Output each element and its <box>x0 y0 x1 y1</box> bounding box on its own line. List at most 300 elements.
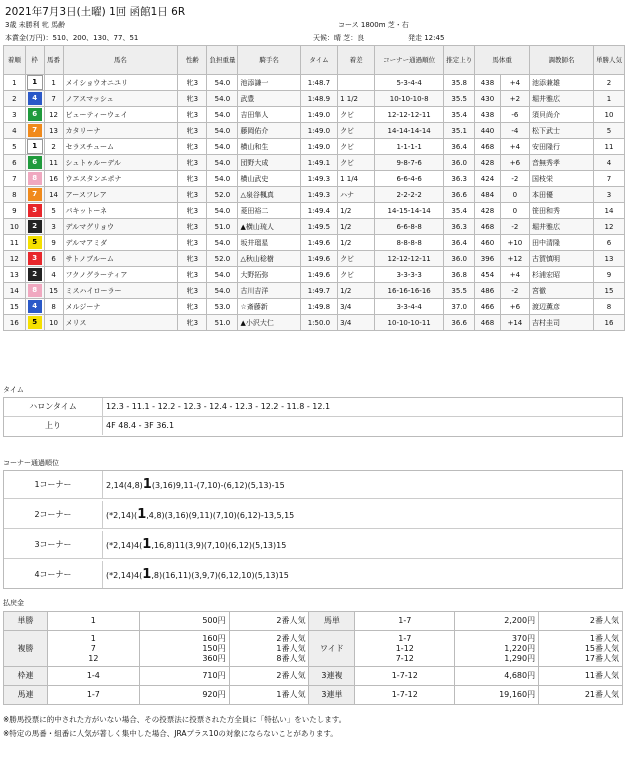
amount-list <box>455 631 539 667</box>
combo: 1-12 <box>395 643 414 653</box>
weight: 54.0 <box>207 91 238 107</box>
combo: 1 <box>90 633 96 643</box>
race-time: 1:49.0 <box>300 107 337 123</box>
frame-badge <box>25 107 44 123</box>
furlong-times: 12.3 - 11.1 - 12.2 - 12.3 - 12.4 - 12.3 - 12.2 - 11.8 - 12.1 <box>106 402 331 411</box>
popularity: 1番人気 <box>276 643 306 653</box>
margin: 1/2 <box>338 219 375 235</box>
last-3f: 36.4 <box>444 235 475 251</box>
popularity: 15 <box>593 283 624 299</box>
payout-section-title: 払戻金 <box>3 599 24 607</box>
popularity: 10 <box>593 107 624 123</box>
result-row <box>4 315 625 331</box>
popularity: 5 <box>593 123 624 139</box>
leader-number: 1 <box>142 537 152 552</box>
bet-type: 単勝 <box>4 612 48 631</box>
amount: 360円 <box>202 653 226 663</box>
margin: 3/4 <box>338 315 375 331</box>
jockey-name: ▲小沢大仁 <box>238 315 300 331</box>
corner-label: 3コーナー <box>4 531 103 558</box>
result-row <box>4 187 625 203</box>
race-time: 1:49.8 <box>300 299 337 315</box>
lap-section-title: タイム <box>3 386 24 394</box>
frame-number: 8 <box>28 284 42 297</box>
body-weight: 428 <box>475 203 501 219</box>
jockey-name: 藤岡佑介 <box>238 123 300 139</box>
last-3f: 35.5 <box>444 91 475 107</box>
popularity: 2番人気 <box>539 612 623 631</box>
horse-name: サトノブルーム <box>63 251 178 267</box>
jockey-name: 吉田隼人 <box>238 107 300 123</box>
last-3f: 37.0 <box>444 299 475 315</box>
finish-position: 9 <box>4 203 26 219</box>
amount: 1,290円 <box>504 653 536 663</box>
finish-position: 13 <box>4 267 26 283</box>
last-3f: 35.4 <box>444 107 475 123</box>
frame-badge <box>25 203 44 219</box>
frame-badge <box>25 187 44 203</box>
last-3f: 36.0 <box>444 251 475 267</box>
horse-name: デルマグリョウ <box>63 219 178 235</box>
frame-number: 1 <box>27 139 43 154</box>
horse-name: カタリーナ <box>63 123 178 139</box>
weight: 54.0 <box>207 139 238 155</box>
trainer-name: 笹田和秀 <box>530 203 594 219</box>
frame-number: 4 <box>28 92 42 105</box>
result-row <box>4 283 625 299</box>
body-weight: 396 <box>475 251 501 267</box>
weight-change: +4 <box>500 267 529 283</box>
body-weight: 454 <box>475 267 501 283</box>
corner-order: 12-12-12-11 <box>375 107 444 123</box>
frame-number: 8 <box>28 172 42 185</box>
weight: 54.0 <box>207 155 238 171</box>
corner-order <box>106 531 286 559</box>
corner-order: 2-2-2-2 <box>375 187 444 203</box>
race-title: 2021年7月3日(土曜) 1回 函館1日 6R <box>5 6 186 18</box>
race-time: 1:49.3 <box>300 187 337 203</box>
horse-name: ミスハイローラー <box>63 283 178 299</box>
col-header: 着差 <box>338 46 375 75</box>
sex-age: 牝3 <box>178 219 207 235</box>
jockey-name: 横山武史 <box>238 171 300 187</box>
results-header-row <box>4 46 625 75</box>
sex-age: 牝3 <box>178 315 207 331</box>
result-row <box>4 171 625 187</box>
popularity: 15番人気 <box>584 643 619 653</box>
corner-order: 14-15-14-14 <box>375 203 444 219</box>
last-times: 4F 48.4 - 3F 36.1 <box>106 421 175 430</box>
frame-number: 6 <box>28 156 42 169</box>
popularity-list <box>539 631 623 667</box>
trainer-name: 安田隆行 <box>530 139 594 155</box>
popularity: 6 <box>593 235 624 251</box>
race-time: 1:48.7 <box>300 75 337 91</box>
combo: 1-7-12 <box>355 686 455 705</box>
weight: 51.0 <box>207 315 238 331</box>
weight-change: +6 <box>500 299 529 315</box>
trainer-name: 音無秀孝 <box>530 155 594 171</box>
jockey-name: ☆斎藤新 <box>238 299 300 315</box>
sex-age: 牝3 <box>178 299 207 315</box>
last-3f: 35.8 <box>444 75 475 91</box>
trainer-name: 宮徹 <box>530 283 594 299</box>
frame-badge <box>25 75 44 91</box>
amount: 370円 <box>511 633 536 643</box>
combo: 1 <box>47 612 139 631</box>
leader-number: 1 <box>137 507 147 522</box>
result-row <box>4 251 625 267</box>
result-row <box>4 139 625 155</box>
margin: 1/2 <box>338 283 375 299</box>
col-header: 調教師名 <box>530 46 594 75</box>
frame-number: 2 <box>28 220 42 233</box>
weight-change: -4 <box>500 123 529 139</box>
jockey-name: 菱田裕二 <box>238 203 300 219</box>
jockey-name: 大野拓弥 <box>238 267 300 283</box>
jockey-name: 古川吉洋 <box>238 283 300 299</box>
frame-badge <box>25 91 44 107</box>
body-weight: 460 <box>475 235 501 251</box>
weight-change: +2 <box>500 91 529 107</box>
weight: 54.0 <box>207 107 238 123</box>
body-weight: 468 <box>475 139 501 155</box>
margin: 1/2 <box>338 235 375 251</box>
combo: 7-12 <box>395 653 414 663</box>
payout-row <box>4 612 623 631</box>
bet-type: 馬連 <box>4 686 48 705</box>
prize-money: 本賞金(万円)：510、200、130、77、51 <box>5 34 139 42</box>
race-time: 1:49.0 <box>300 139 337 155</box>
popularity: 11番人気 <box>539 667 623 686</box>
weather-track: 天候：晴 芝：良 <box>313 34 365 42</box>
horse-number: 12 <box>44 107 63 123</box>
race-time: 1:49.3 <box>300 171 337 187</box>
weight-change: +6 <box>500 155 529 171</box>
jockey-name: 団野大成 <box>238 155 300 171</box>
col-header: 負担重量 <box>207 46 238 75</box>
frame-number: 7 <box>28 188 42 201</box>
sex-age: 牝3 <box>178 123 207 139</box>
margin: 1 1/2 <box>338 91 375 107</box>
weight: 54.0 <box>207 203 238 219</box>
horse-name: デルマアミダ <box>63 235 178 251</box>
jockey-name: 横山和生 <box>238 139 300 155</box>
corner-order-text: (*2,14)( <box>106 511 138 520</box>
corner-row <box>4 561 622 588</box>
finish-position: 12 <box>4 251 26 267</box>
result-row <box>4 123 625 139</box>
result-row <box>4 107 625 123</box>
race-time: 1:49.5 <box>300 219 337 235</box>
horse-number: 15 <box>44 283 63 299</box>
col-header: 馬番 <box>44 46 63 75</box>
corner-order <box>106 501 294 529</box>
col-header: 性齢 <box>178 46 207 75</box>
popularity: 17番人気 <box>584 653 619 663</box>
last-3f: 35.4 <box>444 203 475 219</box>
popularity: 16 <box>593 315 624 331</box>
margin: クビ <box>338 107 375 123</box>
lap-box <box>3 397 623 437</box>
race-time: 1:49.4 <box>300 203 337 219</box>
race-class: 3歳 未勝利 牝 馬齢 <box>5 21 66 29</box>
corner-order-text: ,4,8)(3,16)(9,11)(7,10)(6,12)-13,5,15 <box>146 511 295 520</box>
finish-position: 14 <box>4 283 26 299</box>
frame-number: 3 <box>28 204 42 217</box>
corner-label: 1コーナー <box>4 471 103 498</box>
race-time: 1:49.6 <box>300 235 337 251</box>
corner-order: 9-8-7-6 <box>375 155 444 171</box>
horse-number: 5 <box>44 203 63 219</box>
horse-name: シュトゥルーデル <box>63 155 178 171</box>
weight: 51.0 <box>207 219 238 235</box>
last-row <box>4 417 622 435</box>
corner-box <box>3 470 623 589</box>
sex-age: 牝3 <box>178 75 207 91</box>
trainer-name: 古賀慎明 <box>530 251 594 267</box>
amount: 500円 <box>139 612 229 631</box>
race-time: 1:49.1 <box>300 155 337 171</box>
finish-position: 4 <box>4 123 26 139</box>
weight-change: +4 <box>500 75 529 91</box>
horse-name: メルジーナ <box>63 299 178 315</box>
finish-position: 5 <box>4 139 26 155</box>
frame-badge <box>25 155 44 171</box>
popularity: 8番人気 <box>276 653 306 663</box>
frame-number: 1 <box>27 75 43 90</box>
weight: 52.0 <box>207 187 238 203</box>
bet-type: 複勝 <box>4 631 48 667</box>
weight-change: +10 <box>500 235 529 251</box>
popularity: 3 <box>593 187 624 203</box>
margin: クビ <box>338 123 375 139</box>
col-header: 着順 <box>4 46 26 75</box>
sex-age: 牝3 <box>178 171 207 187</box>
trainer-name: 堀井雅広 <box>530 91 594 107</box>
body-weight: 440 <box>475 123 501 139</box>
payout-table <box>3 611 623 705</box>
finish-position: 6 <box>4 155 26 171</box>
weight-change: -6 <box>500 107 529 123</box>
body-weight: 424 <box>475 171 501 187</box>
weight-change: 0 <box>500 187 529 203</box>
weight: 53.0 <box>207 299 238 315</box>
weight: 54.0 <box>207 123 238 139</box>
trainer-name: 国枝栄 <box>530 171 594 187</box>
popularity: 2 <box>593 75 624 91</box>
bet-type: 馬単 <box>309 612 355 631</box>
margin: ハナ <box>338 187 375 203</box>
trainer-name: 本田優 <box>530 187 594 203</box>
furlong-row <box>4 398 622 417</box>
margin: 1 1/4 <box>338 171 375 187</box>
amount: 2,200円 <box>455 612 539 631</box>
horse-number: 13 <box>44 123 63 139</box>
corner-label: 4コーナー <box>4 561 103 588</box>
horse-name: ノアスマッシュ <box>63 91 178 107</box>
corner-order <box>106 471 285 499</box>
last-label: 上り <box>4 417 103 435</box>
corner-order: 5-3-4-4 <box>375 75 444 91</box>
amount: 4,680円 <box>455 667 539 686</box>
amount: 19,160円 <box>455 686 539 705</box>
margin: 3/4 <box>338 299 375 315</box>
payout-row <box>4 631 623 667</box>
popularity: 8 <box>593 299 624 315</box>
body-weight: 438 <box>475 107 501 123</box>
frame-badge <box>25 139 44 155</box>
horse-number: 7 <box>44 91 63 107</box>
last-3f: 35.1 <box>444 123 475 139</box>
finish-position: 15 <box>4 299 26 315</box>
last-3f: 36.0 <box>444 155 475 171</box>
popularity-list <box>229 631 309 667</box>
trainer-name: 渡辺薫彦 <box>530 299 594 315</box>
horse-number: 1 <box>44 75 63 91</box>
jockey-name: 坂井瑠星 <box>238 235 300 251</box>
horse-number: 14 <box>44 187 63 203</box>
jockey-name: 武豊 <box>238 91 300 107</box>
corner-order: 1-1-1-1 <box>375 139 444 155</box>
corner-order <box>106 561 289 589</box>
result-row <box>4 219 625 235</box>
weight-change: +14 <box>500 315 529 331</box>
jockey-name: ▲横山琉人 <box>238 219 300 235</box>
frame-badge <box>25 299 44 315</box>
race-time: 1:49.7 <box>300 283 337 299</box>
col-header: 推定上り <box>444 46 475 75</box>
frame-number: 5 <box>28 236 42 249</box>
race-time: 1:49.6 <box>300 267 337 283</box>
frame-number: 6 <box>28 108 42 121</box>
horse-name: フクノグラーティア <box>63 267 178 283</box>
weight-change: +12 <box>500 251 529 267</box>
corner-order: 3-3-4-4 <box>375 299 444 315</box>
jockey-name: 池添謙一 <box>238 75 300 91</box>
frame-number: 4 <box>28 300 42 313</box>
body-weight: 484 <box>475 187 501 203</box>
popularity: 9 <box>593 267 624 283</box>
horse-name: メリス <box>63 315 178 331</box>
jockey-name: △泉谷楓真 <box>238 187 300 203</box>
results-table <box>3 45 625 331</box>
popularity: 1 <box>593 91 624 107</box>
sex-age: 牝3 <box>178 203 207 219</box>
corner-order: 8-8-8-8 <box>375 235 444 251</box>
col-header: 枠 <box>25 46 44 75</box>
horse-number: 9 <box>44 235 63 251</box>
margin: クビ <box>338 267 375 283</box>
note-jra-plus10: ※特定の馬番・組番に人気が著しく集中した場合、JRAプラス10の対象にならないことがあります。 <box>3 729 338 738</box>
bet-type: 枠連 <box>4 667 48 686</box>
combo-list <box>355 631 455 667</box>
race-time: 1:48.9 <box>300 91 337 107</box>
popularity: 1番人気 <box>229 686 309 705</box>
col-header: 騎手名 <box>238 46 300 75</box>
weight: 54.0 <box>207 267 238 283</box>
frame-badge <box>25 219 44 235</box>
trainer-name: 吉村圭司 <box>530 315 594 331</box>
corner-order: 10-10-10-8 <box>375 91 444 107</box>
corner-order: 3-3-3-3 <box>375 267 444 283</box>
result-row <box>4 203 625 219</box>
popularity: 12 <box>593 219 624 235</box>
frame-number: 5 <box>28 316 42 329</box>
frame-badge <box>25 283 44 299</box>
corner-order: 16-16-16-16 <box>375 283 444 299</box>
race-time: 1:50.0 <box>300 315 337 331</box>
combo: 12 <box>88 653 99 663</box>
finish-position: 16 <box>4 315 26 331</box>
col-header: コーナー通過順位 <box>375 46 444 75</box>
horse-name: パキットーネ <box>63 203 178 219</box>
sex-age: 牝3 <box>178 91 207 107</box>
corner-order: 14-14-14-14 <box>375 123 444 139</box>
frame-number: 2 <box>28 268 42 281</box>
bet-type: 3連単 <box>309 686 355 705</box>
jockey-name: △秋山稔樹 <box>238 251 300 267</box>
margin: クビ <box>338 155 375 171</box>
trainer-name: 杉浦宏昭 <box>530 267 594 283</box>
horse-name: メイショウオニユリ <box>63 75 178 91</box>
weight-change: -2 <box>500 283 529 299</box>
last-3f: 36.3 <box>444 219 475 235</box>
corner-order: 6-6-8-8 <box>375 219 444 235</box>
frame-badge <box>25 315 44 331</box>
trainer-name: 堀井雅広 <box>530 219 594 235</box>
sex-age: 牝3 <box>178 139 207 155</box>
margin: クビ <box>338 139 375 155</box>
result-row <box>4 235 625 251</box>
sex-age: 牝3 <box>178 107 207 123</box>
col-header: 馬体重 <box>475 46 530 75</box>
amount: 150円 <box>202 643 226 653</box>
last-3f: 36.6 <box>444 315 475 331</box>
combo: 1-4 <box>47 667 139 686</box>
sex-age: 牝3 <box>178 187 207 203</box>
corner-order-text: ,8)(16,11)(3,9,7)(6,12,10)(5,13)15 <box>151 571 289 580</box>
corner-order: 12-12-12-11 <box>375 251 444 267</box>
col-header: 馬名 <box>63 46 178 75</box>
result-row <box>4 91 625 107</box>
sex-age: 牝3 <box>178 267 207 283</box>
weight: 54.0 <box>207 75 238 91</box>
amount: 160円 <box>202 633 226 643</box>
corner-order-text: (3,16)9,11-(7,10)-(6,12)(5,13)-15 <box>151 481 285 490</box>
payout-row <box>4 686 623 705</box>
combo: 1-7 <box>398 633 412 643</box>
finish-position: 3 <box>4 107 26 123</box>
corner-order-text: ,16,8)11(3,9)(7,10)(6,12)(5,13)15 <box>151 541 287 550</box>
leader-number: 1 <box>142 567 152 582</box>
horse-name: アースフレア <box>63 187 178 203</box>
popularity: 13 <box>593 251 624 267</box>
last-3f: 36.4 <box>444 139 475 155</box>
bet-type: ワイド <box>309 631 355 667</box>
last-3f: 36.8 <box>444 267 475 283</box>
weight-change: -2 <box>500 219 529 235</box>
body-weight: 468 <box>475 315 501 331</box>
result-row <box>4 299 625 315</box>
sex-age: 牝3 <box>178 283 207 299</box>
payout-row <box>4 667 623 686</box>
horse-number: 8 <box>44 299 63 315</box>
start-time: 発走 12:45 <box>408 34 445 42</box>
popularity: 1番人気 <box>589 633 619 643</box>
corner-section-title: コーナー通過順位 <box>3 459 59 467</box>
finish-position: 11 <box>4 235 26 251</box>
